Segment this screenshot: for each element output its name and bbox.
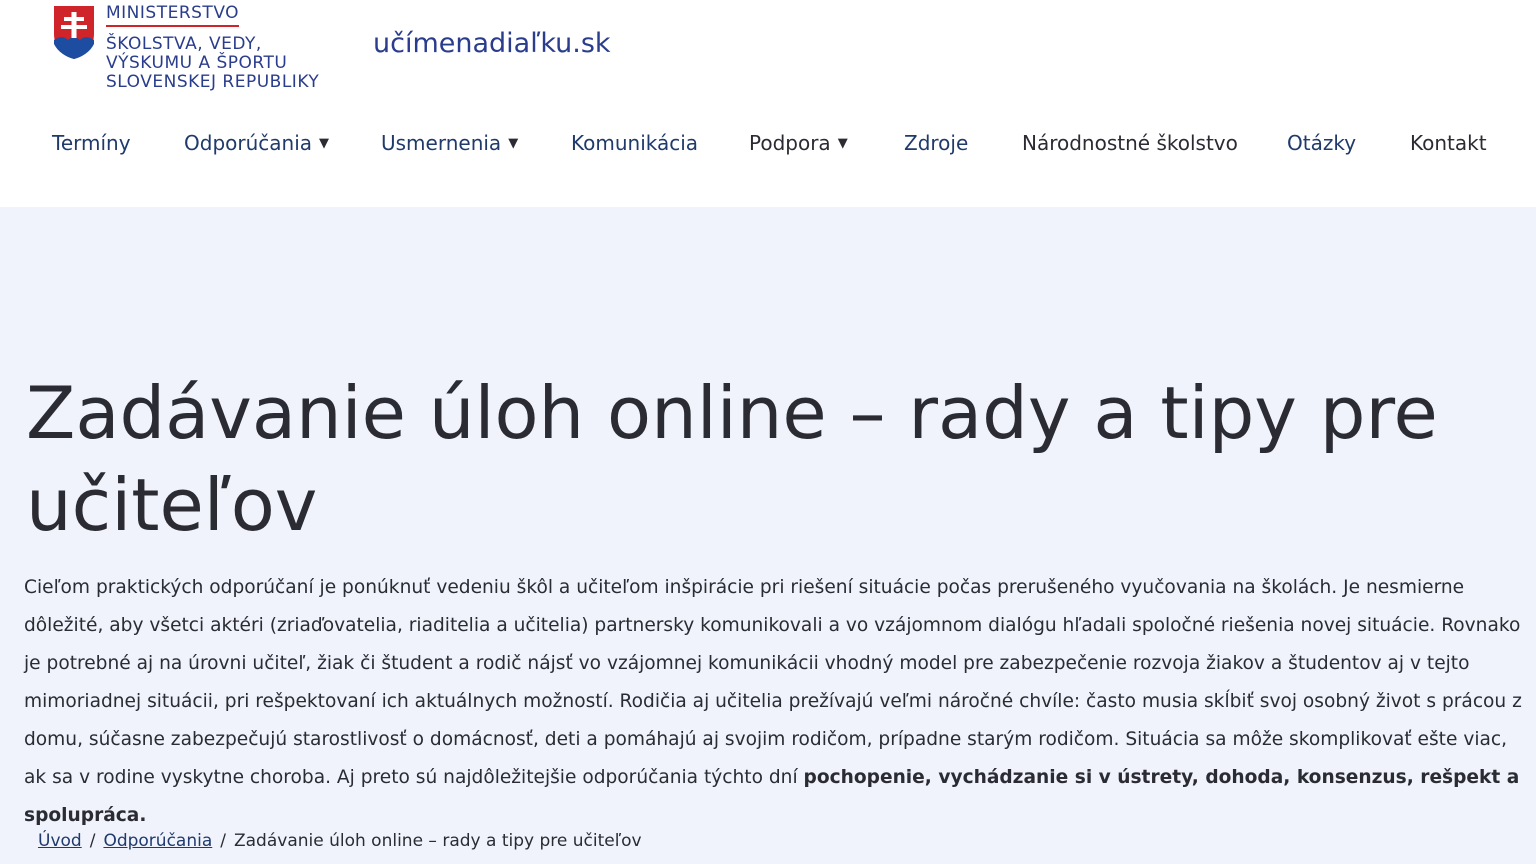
- main-navigation: [0, 131, 1536, 161]
- page-title: Zadávanie úloh online – rady a tipy pre učiteľov: [26, 371, 1438, 547]
- site-header: [0, 0, 1536, 207]
- ministry-name: [106, 4, 319, 92]
- breadcrumb: [38, 831, 642, 851]
- nav-item-terminy[interactable]: [52, 131, 131, 155]
- nav-label: Zdroje: [904, 131, 969, 155]
- intro-bold-text: pochopenie, vychádzanie si v ústrety, dohoda, konsenzus, rešpekt a spolupráca.: [24, 767, 1520, 826]
- ministry-line-1: MINISTERSTVO: [106, 4, 239, 27]
- nav-label: Termíny: [52, 131, 131, 155]
- nav-item-zdroje[interactable]: [904, 131, 968, 155]
- breadcrumb-separator: /: [220, 831, 226, 851]
- site-name-link[interactable]: učímenadiaľku.sk: [373, 28, 611, 59]
- nav-label: Komunikácia: [571, 131, 699, 155]
- nav-label: Kontakt: [1410, 131, 1487, 155]
- nav-item-narodnostne-skolstvo[interactable]: [1022, 131, 1238, 155]
- nav-label: Usmernenia: [381, 131, 502, 155]
- intro-text: Cieľom praktických odporúčaní je ponúknuť vedeniu škôl a učiteľom inšpirácie pri riešení situácie počas prerušeného vyučovania na školách. Je nesmierne dôležité, aby všetci aktéri (zriaďovatelia, riaditelia a učitelia) partnersky komunikovali a vo vzájomnom dialógu hľadali spoločné riešenia novej situácie. Rovnako je potrebné aj na úrovni učiteľ, žiak či študent a rodič nájsť vo vzájomnej komunikácii vhodný model pre zabezpečenie rozvoja žiakov a študentov aj v tejto mimoriadnej situácii, pri rešpektovaní ich aktuálnych možností. Rodičia aj učitelia prežívajú veľmi náročné chvíle: často musia skĺbiť svoj osobný život s prácou z domu, súčasne zabezpečujú starostlivosť o domácnosť, deti a pomáhajú aj svojim rodičom, prípadne starým rodičom. Situácia sa môže skomplikovať ešte viac, ak sa v rodine vyskytne choroba. Aj preto sú najdôležitejšie odporúčania týchto dní: [24, 577, 1522, 788]
- nav-label: Otázky: [1287, 131, 1357, 155]
- intro-paragraph: [24, 569, 1524, 835]
- nav-label: Odporúčania: [184, 131, 313, 155]
- breadcrumb-current: Zadávanie úloh online – rady a tipy pre učiteľov: [233, 831, 642, 851]
- caret-down-icon: ▼: [508, 135, 519, 151]
- nav-item-podpora[interactable]: [749, 131, 848, 155]
- nav-item-usmernenia[interactable]: [381, 131, 518, 155]
- ministry-line-3: VÝSKUMU A ŠPORTU: [106, 53, 288, 73]
- breadcrumb-separator: /: [89, 831, 96, 851]
- nav-label: Národnostné školstvo: [1022, 131, 1238, 155]
- caret-down-icon: ▼: [319, 135, 330, 151]
- slovak-coat-of-arms-icon: [52, 4, 96, 60]
- nav-item-odporucania[interactable]: [184, 131, 329, 155]
- ministry-line-4: SLOVENSKEJ REPUBLIKY: [106, 72, 320, 92]
- ministry-logo[interactable]: [52, 4, 319, 92]
- caret-down-icon: ▼: [837, 135, 848, 151]
- breadcrumb-section-link[interactable]: Odporúčania: [103, 831, 213, 851]
- nav-item-komunikacia[interactable]: [571, 131, 698, 155]
- page-hero: [0, 207, 1536, 864]
- nav-item-otazky[interactable]: [1287, 131, 1356, 155]
- nav-item-kontakt[interactable]: [1410, 131, 1487, 155]
- ministry-line-2: ŠKOLSTVA, VEDY,: [106, 34, 262, 54]
- nav-label: Podpora: [749, 131, 831, 155]
- breadcrumb-home-link[interactable]: Úvod: [38, 831, 82, 851]
